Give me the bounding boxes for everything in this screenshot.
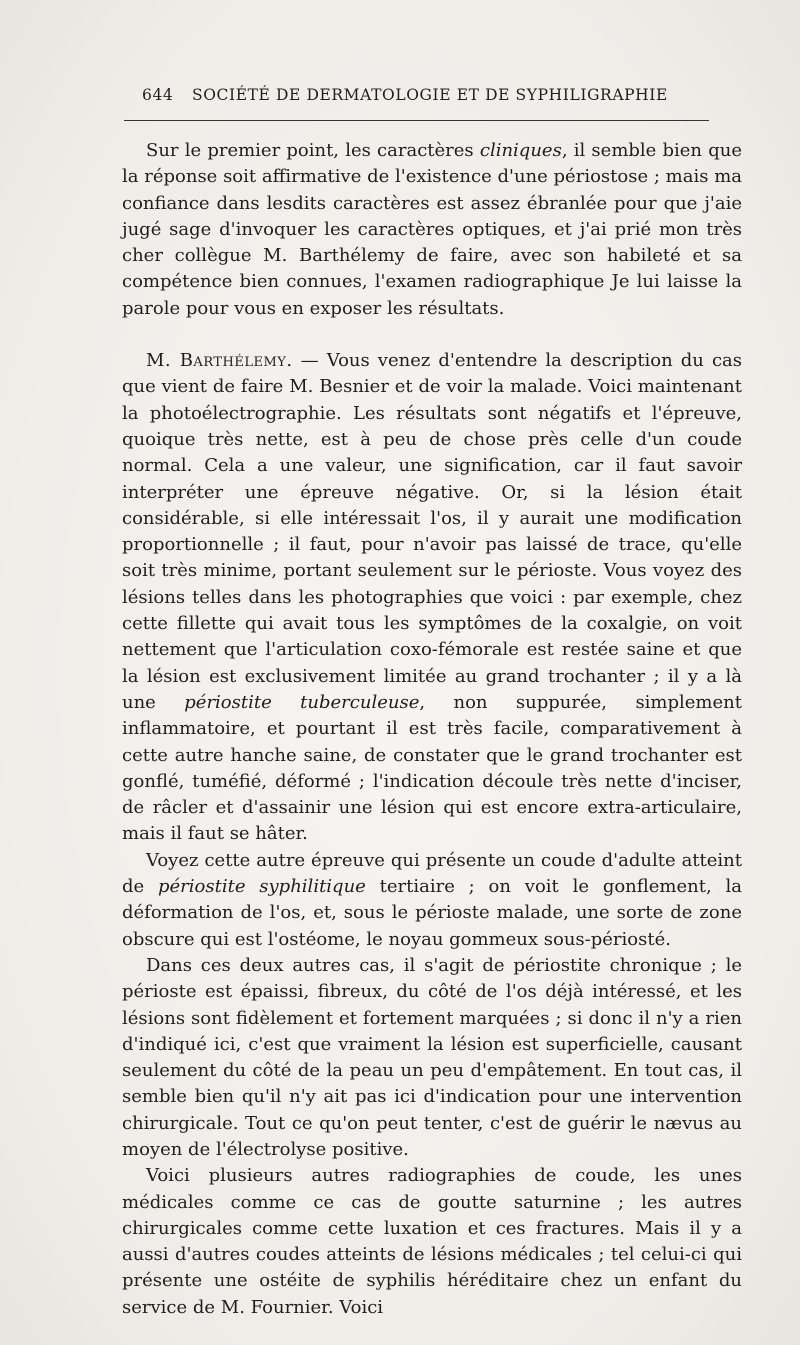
italic-term: cliniques (479, 140, 562, 161)
speaker-name: M. Barthélemy. (146, 350, 293, 372)
italic-term: périostite syphilitique (157, 876, 366, 898)
paragraph-3 (122, 848, 742, 953)
paragraph-text: , non suppurée, simplement inflammatoire, et pourtant il est très facile, comparativement à cette autre hanche saine, de constater que le grand trochanter est gonflé, tuméfié, déformé ; l'indication découle très nette d'inciser, de râcler et d'assainir une lésion qui est encore extra-articulaire, mais il faut se hâter. (122, 691, 742, 845)
paragraph-text: , il semble bien que la réponse soit affirmative de l'existence d'une périostose ; mais ma confiance dans lesdits caractères est assez ébranlée pour que j'aie jugé sage d'invoquer les caractères optiques, et j'ai prié mon très cher collègue M. Barthélemy de faire, avec son habileté et sa compétence bien connues, l'examen radiographique Je lui laisse la parole pour vous en exposer les résultats. (122, 140, 742, 319)
paragraph-2 (122, 348, 742, 848)
paragraph-text: Voyez cette autre épreuve qui présente un coude d'adulte atteint de (122, 849, 742, 898)
header-rule (124, 120, 709, 121)
paragraph-1 (122, 138, 742, 322)
body-text (122, 138, 742, 1321)
page-number: 644 (142, 86, 174, 104)
paragraph-4 (122, 953, 742, 1163)
running-title: SOCIÉTÉ DE DERMATOLOGIE ET DE SYPHILIGRAPHIE (192, 86, 668, 104)
italic-term: périostite tuberculeuse (184, 691, 420, 713)
paragraph-text: Dans ces deux autres cas, il s'agit de périostite chronique ; le périoste est épaissi, fibreux, du côté de l'os déjà intéressé, et les lésions sont fidèlement et fortement marquées ; si donc il n'y a rien d'indiqué ici, c'est que vraiment la lésion est superficielle, causant seulement du côté de la peau un peu d'empâtement. En tout cas, il semble bien qu'il n'y ait pas ici d'indication pour une intervention chirurgicale. Tout ce qu'on peut tenter, c'est de guérir le nævus au moyen de l'électrolyse positive. (122, 954, 742, 1160)
paragraph-5 (122, 1163, 742, 1321)
paragraph-text: Voici plusieurs autres radiographies de coude, les unes médicales comme ce cas de goutte saturnine ; les autres chirurgicales comme cette luxation et ces fractures. Mais il y a aussi d'autres coudes atteints de lésions médicales ; tel celui-ci qui présente une ostéite de syphilis héréditaire chez un enfant du service de M. Fournier. Voici (122, 1165, 742, 1318)
running-header (142, 86, 717, 110)
paragraph-text: — Vous venez d'entendre la description du cas que vient de faire M. Besnier et de voir la malade. Voici maintenant la photoélectrographie. Les résultats sont négatifs et l'épreuve, quoique très nette, est à peu de chose près celle d'un coude normal. Cela a une valeur, une signification, car il faut savoir interpréter une épreuve négative. Or, si la lésion était considérable, si elle intéressait l'os, il y aurait une modification proportionnelle ; il faut, pour n'avoir pas laissé de trace, qu'elle soit très minime, portant seulement sur le périoste. Vous voyez des lésions telles dans les photographies que voici : par exemple, chez cette fillette qui avait tous les symptômes de la coxalgie, on voit nettement que l'articulation coxo-fémorale est restée saine et que la lésion est exclusivement limitée au grand trochanter ; il y a là une (122, 350, 742, 713)
paragraph-text: tertiaire ; on voit le gonflement, la déformation de l'os, et, sous le périoste malade, une sorte de zone obscure qui est l'ostéome, le noyau gommeux sous-périosté. (122, 876, 742, 950)
paragraph-text: Sur le premier point, les caractères (146, 140, 480, 161)
